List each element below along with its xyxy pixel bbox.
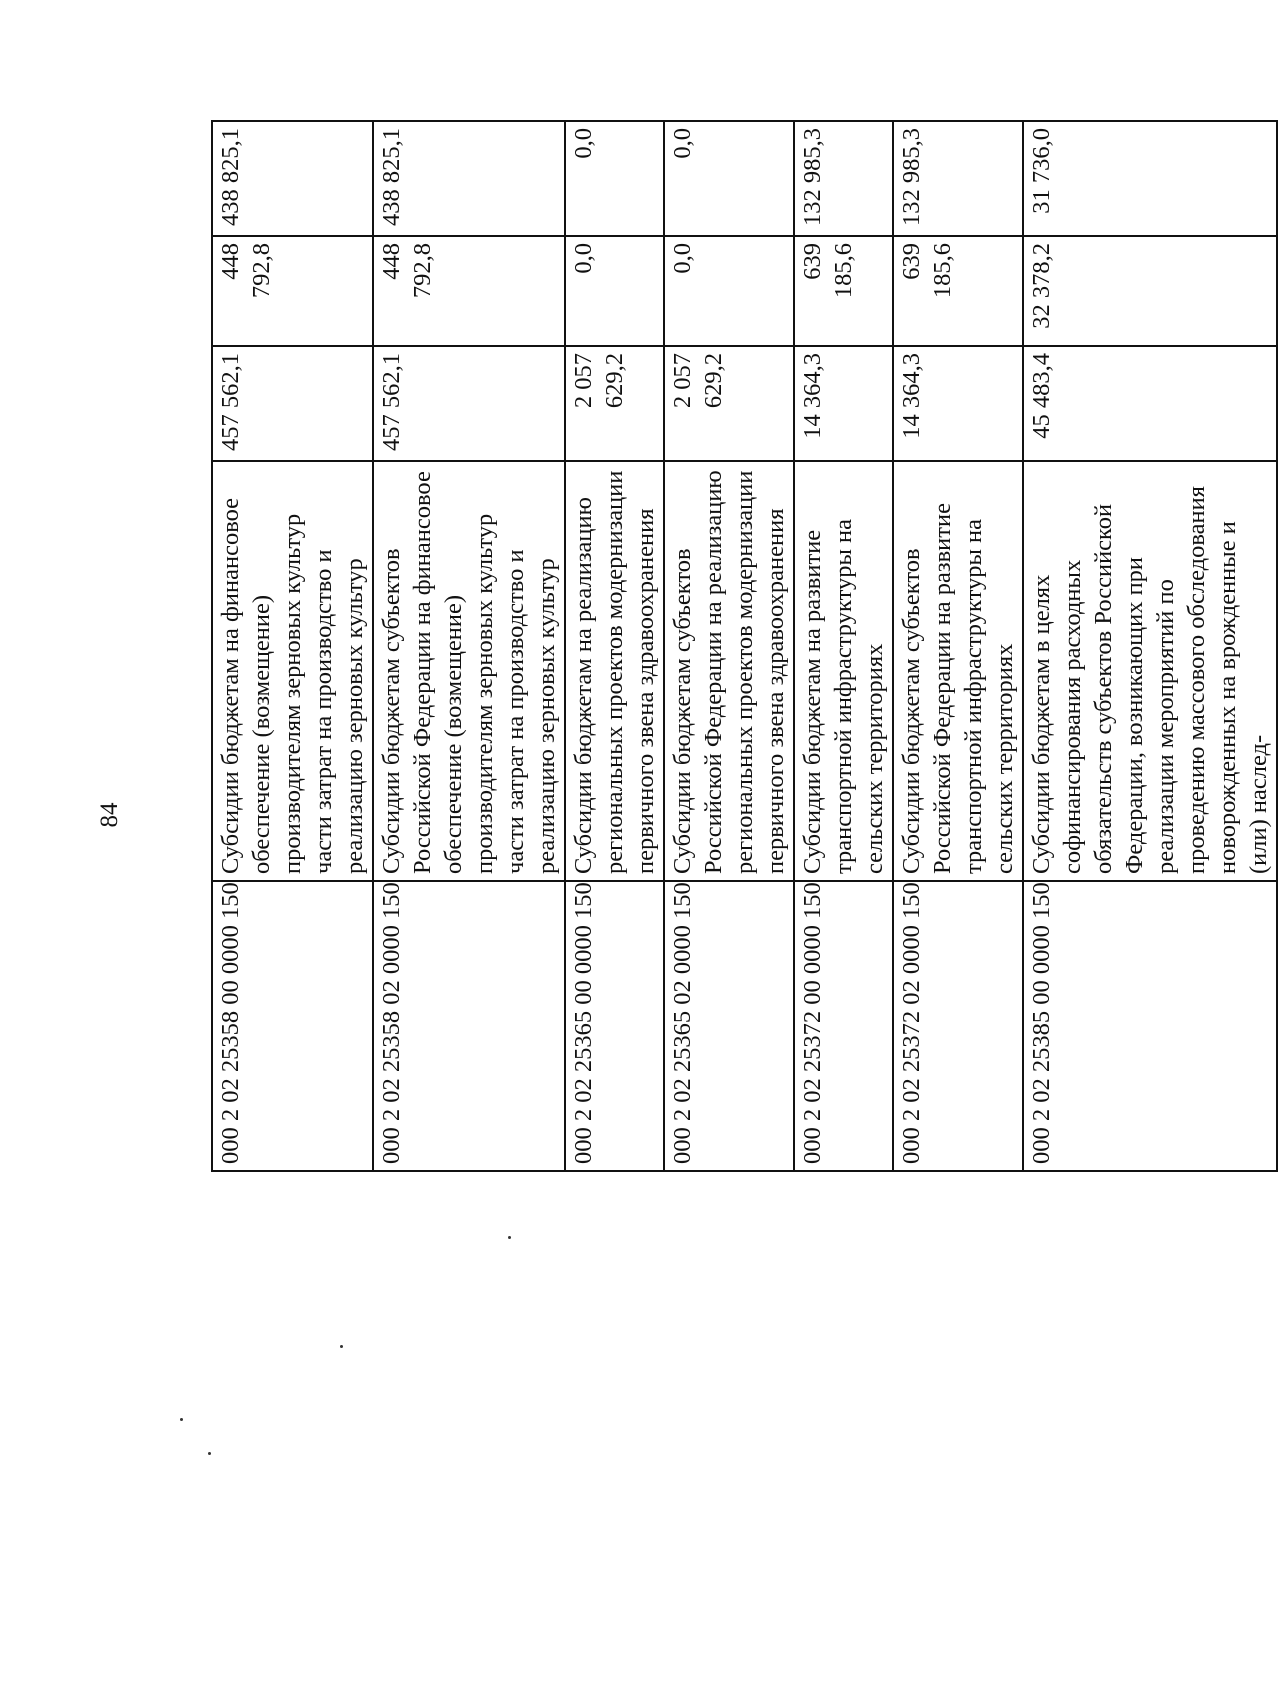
item-description: Субсидии бюджетам в целях софинансирования расходных обязательств субъектов Российской Федерации, возникающих при реализации мероприятий по проведению массового обследования новорожденных на врожденные и (или) наслед- — [1023, 461, 1277, 881]
amount-year-2: 448 792,8 — [373, 236, 565, 346]
amount-year-2: 0,0 — [664, 236, 794, 346]
scan-speck — [340, 1345, 343, 1348]
amount-year-3: 132 985,3 — [794, 121, 893, 236]
amount-year-1: 2 057 629,2 — [565, 346, 664, 461]
item-description: Субсидии бюджетам субъектов Российской Федерации на реализацию региональных проектов модернизации первичного звена здравоохранения — [664, 461, 794, 881]
table-row — [794, 121, 893, 1171]
scan-speck — [508, 1236, 511, 1239]
amount-year-3: 0,0 — [664, 121, 794, 236]
budget-code: 000 2 02 25365 00 0000 150 — [565, 881, 664, 1171]
budget-code: 000 2 02 25372 00 0000 150 — [794, 881, 893, 1171]
table-row — [373, 121, 565, 1171]
item-description: Субсидии бюджетам на развитие транспортной инфраструктуры на сельских территориях — [794, 461, 893, 881]
amount-year-1: 45 483,4 — [1023, 346, 1277, 461]
item-description: Субсидии бюджетам субъектов Российской Федерации на развитие транспортной инфраструктуры на сельских территориях — [893, 461, 1023, 881]
amount-year-1: 457 562,1 — [212, 346, 373, 461]
amount-year-1: 14 364,3 — [893, 346, 1023, 461]
amount-year-2: 639 185,6 — [893, 236, 1023, 346]
scan-speck — [208, 1452, 211, 1455]
amount-year-1: 457 562,1 — [373, 346, 565, 461]
amount-year-1: 14 364,3 — [794, 346, 893, 461]
item-description: Субсидии бюджетам на реализацию региональных проектов модернизации первичного звена здравоохранения — [565, 461, 664, 881]
item-description: Субсидии бюджетам на финансовое обеспечение (возмещение) производителям зерновых культур части затрат на производство и реализацию зерновых культур — [212, 461, 373, 881]
item-description: Субсидии бюджетам субъектов Российской Федерации на финансовое обеспечение (возмещение) производителям зерновых культур части затрат на производство и реализацию зерновых культур — [373, 461, 565, 881]
amount-year-3: 0,0 — [565, 121, 664, 236]
scan-speck — [180, 1418, 183, 1421]
budget-code: 000 2 02 25358 00 0000 150 — [212, 881, 373, 1171]
page-number: 84 — [96, 802, 123, 828]
amount-year-3: 132 985,3 — [893, 121, 1023, 236]
budget-code: 000 2 02 25358 02 0000 150 — [373, 881, 565, 1171]
table-row — [1023, 121, 1277, 1171]
budget-code: 000 2 02 25372 02 0000 150 — [893, 881, 1023, 1171]
table-row — [893, 121, 1023, 1171]
budget-code: 000 2 02 25365 02 0000 150 — [664, 881, 794, 1171]
table-row — [212, 121, 373, 1171]
amount-year-2: 639 185,6 — [794, 236, 893, 346]
amount-year-2: 32 378,2 — [1023, 236, 1277, 346]
amount-year-1: 2 057 629,2 — [664, 346, 794, 461]
budget-code: 000 2 02 25385 00 0000 150 — [1023, 881, 1277, 1171]
table-row — [664, 121, 794, 1171]
amount-year-3: 438 825,1 — [212, 121, 373, 236]
table-row — [565, 121, 664, 1171]
amount-year-3: 31 736,0 — [1023, 121, 1277, 236]
amount-year-2: 448 792,8 — [212, 236, 373, 346]
amount-year-2: 0,0 — [565, 236, 664, 346]
budget-table-wrapper — [211, 122, 1272, 1172]
budget-table — [211, 120, 1278, 1172]
amount-year-3: 438 825,1 — [373, 121, 565, 236]
